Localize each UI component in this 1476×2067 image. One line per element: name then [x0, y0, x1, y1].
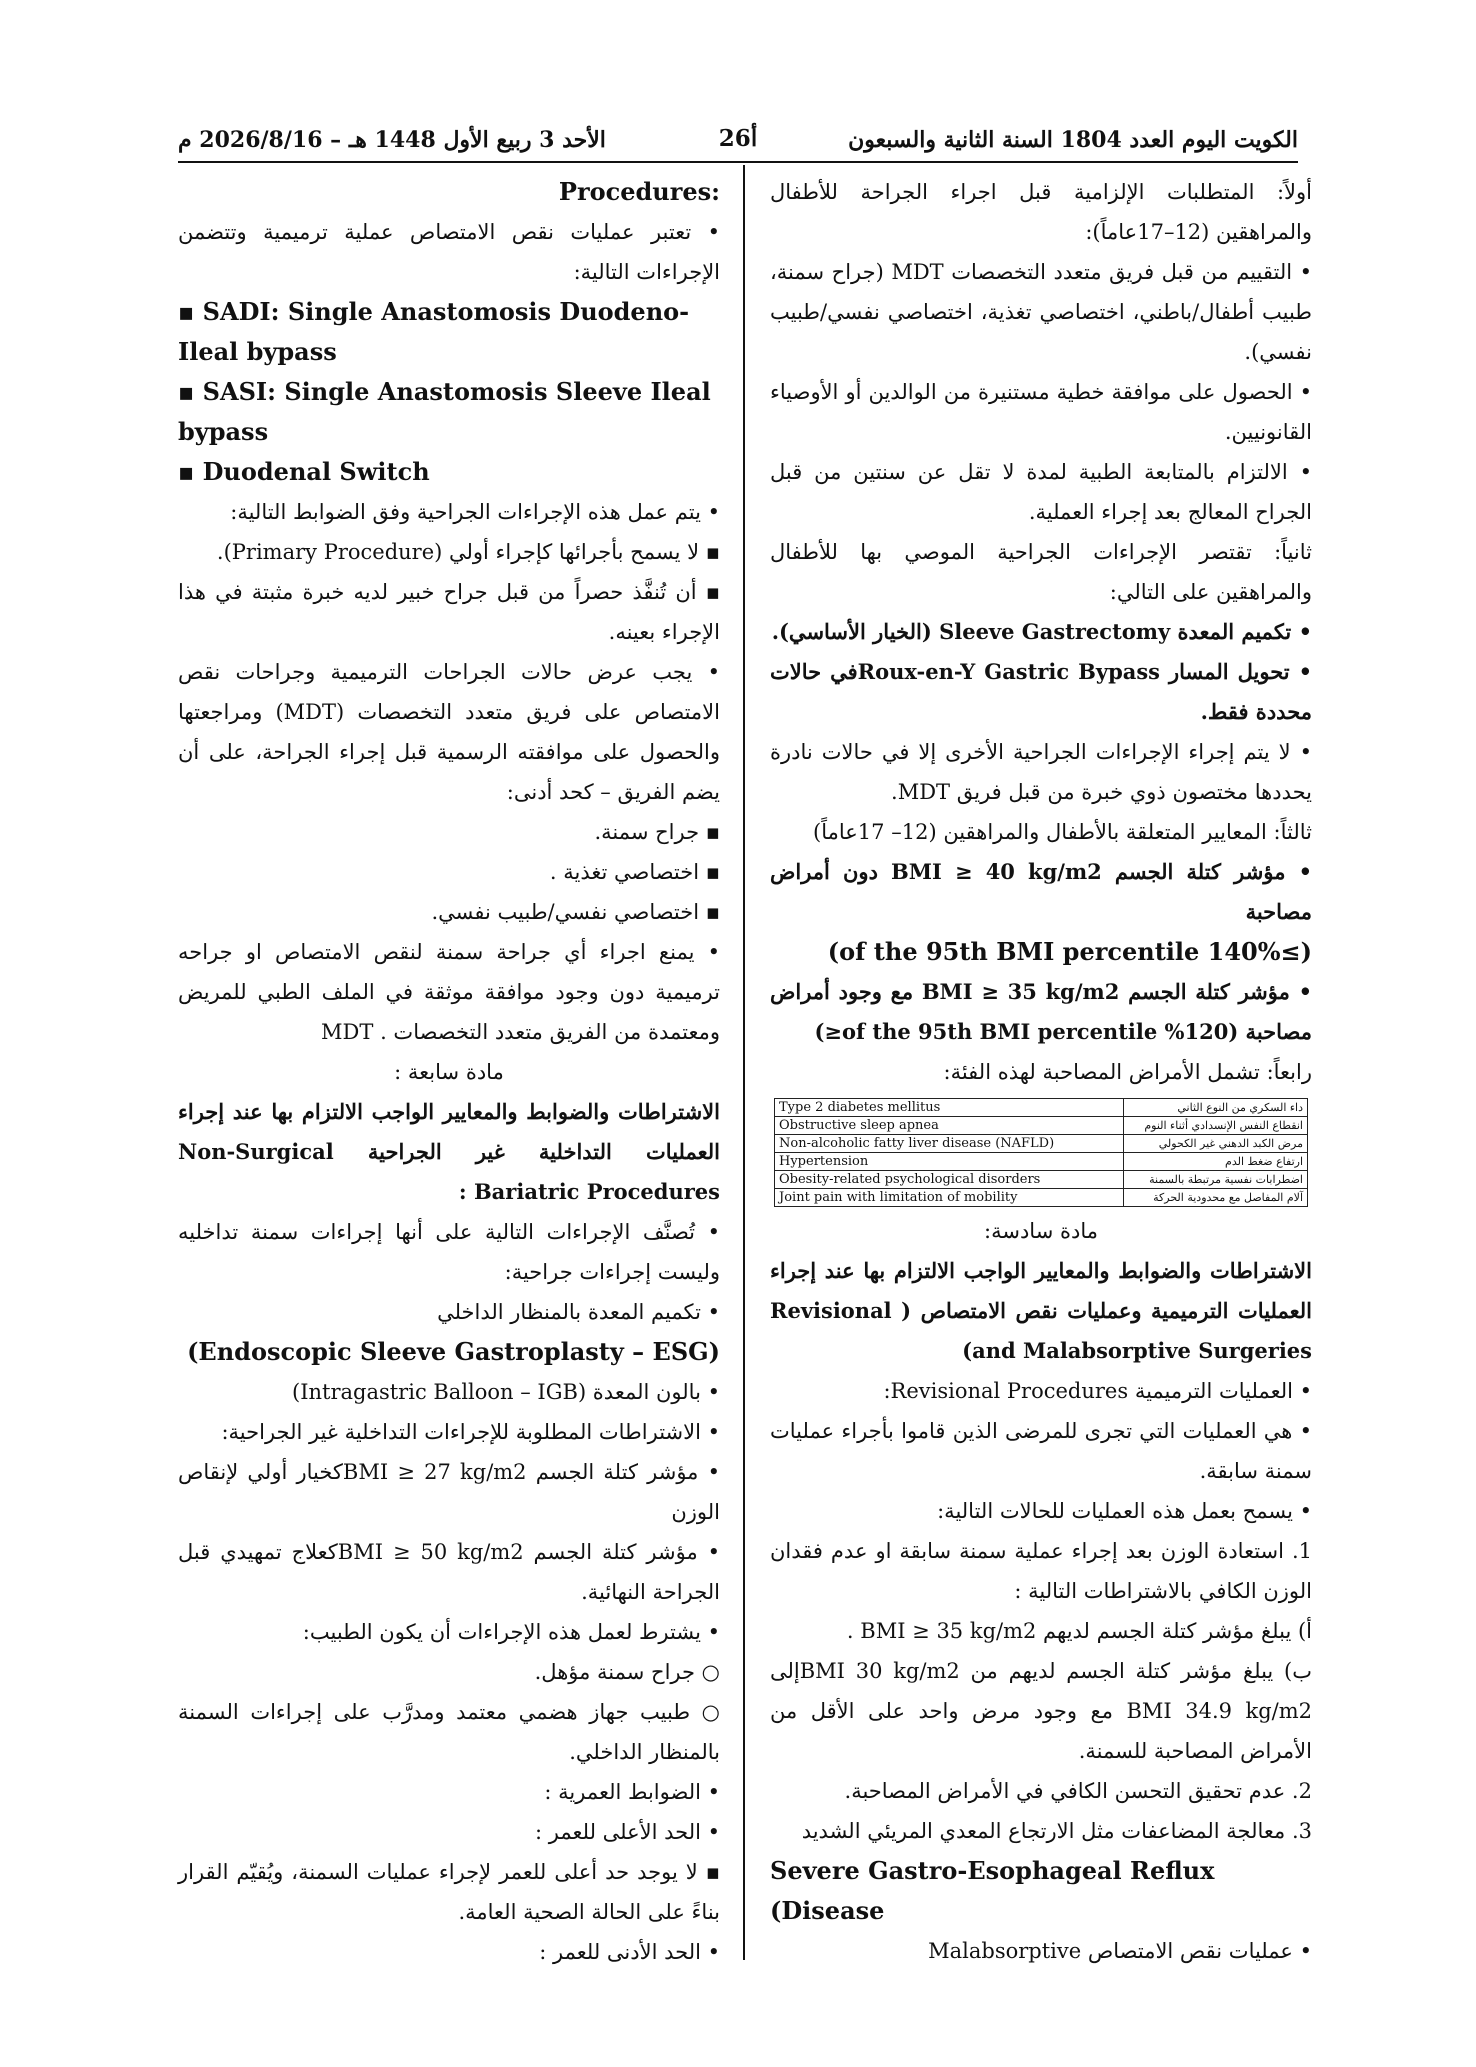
paragraph: • تكميم المعدة بالمنظار الداخلي — [437, 1300, 720, 1324]
paragraph: • الحد الأعلى للعمر : — [535, 1820, 720, 1844]
paragraph: • تكميم المعدة Sleeve Gastrectomy (الخيار الأساسي). — [771, 619, 1312, 644]
comorbidity-ar: ارتفاع ضغط الدم — [1124, 1153, 1308, 1171]
paragraph: • الحصول على موافقة خطية مستنيرة من الوالدين أو الأوصياء القانونيين. — [770, 380, 1312, 444]
comorbidity-ar: اضطرابات نفسية مرتبطة بالسمنة — [1124, 1171, 1308, 1189]
issue-date: الأحد 3 ربيع الأول 1448 هـ – 2026/8/16 م — [178, 127, 606, 153]
paragraph: أ) يبلغ مؤشر كتلة الجسم لديهم BMI ≥ 35 kg/m2 . — [846, 1619, 1312, 1643]
article-heading: مادة سابعة : — [394, 1060, 504, 1084]
paragraph: • الالتزام بالمتابعة الطبية لمدة لا تقل عن سنتين من قبل الجراح المعالج بعد إجراء العملية. — [770, 460, 1312, 524]
paragraph: • مؤشر كتلة الجسم BMI ≥ 40 kg/m2 دون أمراض مصاحبة — [770, 859, 1312, 924]
paragraph: • هي العمليات التي تجرى للمرضى الذين قاموا بأجراء عمليات سمنة سابقة. — [770, 1419, 1312, 1483]
comorbidity-ar: انقطاع النفس الإنسدادي أثناء النوم — [1124, 1117, 1308, 1135]
comorbidity-en: Obstructive sleep apnea — [775, 1117, 1124, 1135]
paragraph: • الضوابط العمرية : — [544, 1780, 720, 1804]
paragraph: ○ جراح سمنة مؤهل. — [534, 1660, 720, 1684]
comorbidity-en: Joint pain with limitation of mobility — [775, 1189, 1124, 1207]
page-number: 26أ — [718, 125, 758, 152]
comorbidity-ar: داء السكري من النوع الثاني — [1124, 1099, 1308, 1117]
paragraph: • تُصنَّف الإجراءات التالية على أنها إجراءات سمنة تداخليه وليست إجراءات جراحية: — [178, 1220, 720, 1284]
paragraph: Severe Gastro-Esophageal Reflux (Disease — [770, 1856, 1215, 1925]
page-header — [178, 121, 1298, 159]
paragraph: • يتم عمل هذه الإجراءات الجراحية وفق الضوابط التالية: — [230, 500, 720, 524]
paragraph: • مؤشر كتلة الجسم BMI ≥ 35 kg/m2 مع وجود أمراض مصاحبة (of the 95th BMI percentile %120≤) — [770, 979, 1312, 1044]
paragraph: 2. عدم تحقيق التحسن الكافي في الأمراض المصاحبة. — [844, 1779, 1312, 1803]
paragraph: ○ طبيب جهاز هضمي معتمد ومدرَّب على إجراءات السمنة بالمنظار الداخلي. — [178, 1700, 720, 1764]
paragraph: • العمليات الترميمية Revisional Procedures: — [883, 1379, 1312, 1403]
table-row — [775, 1117, 1308, 1135]
paragraph: • يجب عرض حالات الجراحات الترميمية وجراحات نقص الامتصاص على فريق متعدد التخصصات (MDT) ومراجعتها والحصول على موافقته الرسمية قبل إجراء الجراحة، على أن يضم الفريق – كحد أدنى: — [178, 660, 720, 804]
comorbidity-en: Non-alcoholic fatty liver disease (NAFLD) — [775, 1135, 1124, 1153]
paragraph: ثانياً: تقتصر الإجراءات الجراحية الموصي بها للأطفال والمراهقين على التالي: — [770, 540, 1312, 604]
paragraph: أولاً: المتطلبات الإلزامية قبل اجراء الجراحة للأطفال والمراهقين (12–17عاماً): — [770, 180, 1312, 244]
paragraph: 1. استعادة الوزن بعد إجراء عملية سمنة سابقة او عدم فقدان الوزن الكافي بالاشتراطات التالية : — [770, 1539, 1312, 1603]
paragraph: ▪ اختصاصي نفسي/طبيب نفسي. — [431, 900, 720, 924]
paragraph: رابعاً: تشمل الأمراض المصاحبة لهذه الفئة: — [943, 1060, 1312, 1084]
comorbidity-ar: آلام المفاصل مع محدودية الحركة — [1124, 1189, 1308, 1207]
table-row — [775, 1135, 1308, 1153]
paragraph: ▪ جراح سمنة. — [594, 820, 720, 844]
paragraph: 3. معالجة المضاعفات مثل الارتجاع المعدي المريئي الشديد — [801, 1819, 1312, 1843]
paragraph: • الحد الأدنى للعمر : — [539, 1940, 720, 1964]
table-row — [775, 1099, 1308, 1117]
paragraph: • تحويل المسار Roux-en-Y Gastric Bypassفي حالات محددة فقط. — [770, 659, 1313, 724]
paragraph: • التقييم من قبل فريق متعدد التخصصات MDT (جراح سمنة، طبيب أطفال/باطني، اختصاصي تغذية، اختصاصي نفسي/طبيب نفسي). — [770, 260, 1312, 364]
paragraph: الاشتراطات والضوابط والمعايير الواجب الالتزام بها عند إجراء العمليات التداخلية غير الجراحية Non-Surgical Bariatric Procedures : — [178, 1099, 720, 1204]
paragraph: ▪ SASI: Single Anastomosis Sleeve Ileal bypass — [178, 377, 711, 446]
article-heading: مادة سادسة: — [984, 1219, 1098, 1243]
paragraph: ثالثاً: المعايير المتعلقة بالأطفال والمراهقين (12– 17عاماً) — [813, 820, 1312, 844]
paragraph: • تعتبر عمليات نقص الامتصاص عملية ترميمية وتتضمن الإجراءات التالية: — [178, 220, 720, 284]
column-divider — [743, 165, 745, 1960]
paragraph: • مؤشر كتلة الجسم BMI ≥ 50 kg/m2كعلاج تمهيدي قبل الجراحة النهائية. — [178, 1540, 721, 1604]
paragraph: (of the 95th BMI percentile 140%≤) — [827, 937, 1312, 966]
table-row — [775, 1171, 1308, 1189]
paragraph: ▪ لا يسمح بأجرائها كإجراء أولي (Primary Procedure). — [216, 540, 720, 564]
paragraph: • لا يتم إجراء الإجراءات الجراحية الأخرى إلا في حالات نادرة يحددها مختصون ذوي خبرة من قبل فريق MDT. — [770, 740, 1312, 804]
paragraph: Procedures: — [558, 177, 720, 206]
paragraph: (Endoscopic Sleeve Gastroplasty – ESG) — [187, 1337, 720, 1366]
paragraph: ▪ اختصاصي تغذية . — [549, 860, 720, 884]
paragraph: ب) يبلغ مؤشر كتلة الجسم لديهم من BMI 30 kg/m2إلى BMI 34.9 kg/m2 مع وجود مرض واحد على الأقل من الأمراض المصاحبة للسمنة. — [770, 1659, 1313, 1763]
paragraph: ▪ أن تُنفَّذ حصراً من قبل جراح خبير لديه خبرة مثبتة في هذا الإجراء بعينه. — [178, 580, 720, 644]
paragraph: • بالون المعدة (Intragastric Balloon – IGB) — [291, 1380, 720, 1404]
paragraph: • الاشتراطات المطلوبة للإجراءات التداخلية غير الجراحية: — [221, 1420, 720, 1444]
left-column — [178, 172, 720, 1972]
paragraph: ▪ لا يوجد حد أعلى للعمر لإجراء عمليات السمنة، ويُقيّم القرار بناءً على الحالة الصحية العامة. — [178, 1860, 720, 1924]
paragraph: • يشترط لعمل هذه الإجراءات أن يكون الطبيب: — [302, 1620, 720, 1644]
comorbidity-ar: مرض الكبد الدهني غير الكحولي — [1124, 1135, 1308, 1153]
paragraph: ▪ SADI: Single Anastomosis Duodeno-Ileal bypass — [178, 297, 690, 366]
table-row — [775, 1153, 1308, 1171]
paragraph: • عمليات نقص الامتصاص Malabsorptive — [928, 1939, 1312, 1963]
table-row — [775, 1189, 1308, 1207]
comorbidity-en: Obesity-related psychological disorders — [775, 1171, 1124, 1189]
header-rule — [178, 161, 1298, 163]
paragraph: • يمنع اجراء أي جراحة سمنة لنقص الامتصاص او جراحه ترميمية دون وجود موافقة موثقة في الملف الطبي للمريض ومعتمدة من الفريق متعدد التخصصات . MDT — [178, 940, 720, 1044]
paragraph: الاشتراطات والضوابط والمعايير الواجب الالتزام بها عند إجراء العمليات الترميمية وعمليات نقص الامتصاص ( Revisional and Malabsorptive Surgeries) — [770, 1258, 1312, 1363]
right-column — [770, 172, 1312, 1971]
paragraph: • يسمح بعمل هذه العمليات للحالات التالية: — [937, 1499, 1312, 1523]
issue-info: الكويت اليوم العدد 1804 السنة الثانية والسبعون — [848, 127, 1298, 153]
paragraph: ▪ Duodenal Switch — [178, 457, 430, 486]
comorbidity-en: Hypertension — [775, 1153, 1124, 1171]
paragraph: • مؤشر كتلة الجسم BMI ≥ 27 kg/m2كخيار أولي لإنقاص الوزن — [178, 1460, 721, 1524]
comorbidities-table — [774, 1098, 1308, 1207]
comorbidity-en: Type 2 diabetes mellitus — [775, 1099, 1124, 1117]
